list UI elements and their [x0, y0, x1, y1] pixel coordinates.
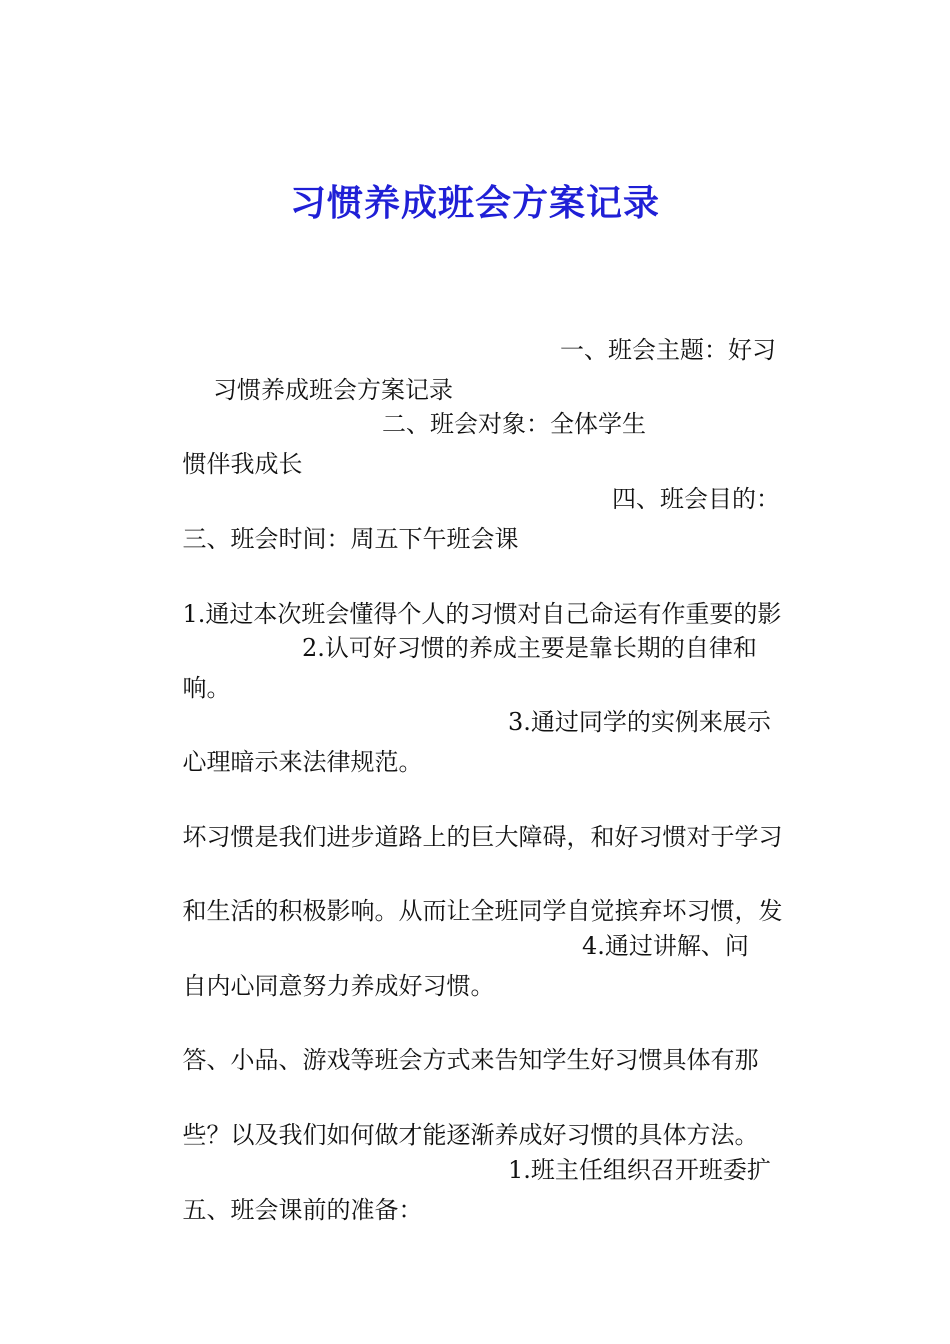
text-line-6-right: 3.通过同学的实例来展示: [508, 708, 771, 736]
text-line-7: [152, 777, 792, 851]
text-line-10-left: 答、小品、游戏等班会方式来告知学生好习惯具体有那: [182, 1046, 759, 1074]
text-line-12: [152, 1150, 792, 1224]
text-line-2-left: 惯伴我成长: [182, 450, 303, 478]
text-line-2: [152, 404, 792, 478]
text-line-6: [152, 702, 792, 776]
text-line-5: [152, 628, 792, 702]
text-line-8-left: 和生活的积极影响。从而让全班同学自觉摈弃坏习惯，发: [182, 897, 783, 925]
text-line-1: [152, 330, 792, 404]
text-line-4: [152, 554, 792, 628]
text-line-9-right: 4.通过讲解、问: [582, 932, 749, 960]
text-line-5-left: 响。: [182, 674, 231, 702]
text-line-8: [152, 851, 792, 925]
text-line-3: [152, 479, 792, 553]
text-line-5-right: 2.认可好习惯的养成主要是靠长期的自律和: [302, 634, 757, 662]
text-line-7-left: 坏习惯是我们进步道路上的巨大障碍，和好习惯对于学习: [182, 823, 783, 851]
text-line-1-right: 一、班会主题：好习: [560, 336, 776, 364]
document-title: 习惯养成班会方案记录: [289, 182, 660, 224]
text-line-9: [152, 926, 792, 1000]
text-line-11-left: 些？以及我们如何做才能逐渐养成好习惯的具体方法。: [182, 1121, 759, 1149]
text-line-11: [152, 1075, 792, 1149]
text-line-3-right: 四、班会目的：: [612, 485, 780, 513]
text-line-1-left: 习惯养成班会方案记录: [182, 376, 454, 404]
text-line-3-left: 三、班会时间：周五下午班会课: [182, 525, 519, 553]
text-line-9-left: 自内心同意努力养成好习惯。: [182, 972, 495, 1000]
text-line-2-right: 二、班会对象：全体学生: [382, 410, 646, 438]
text-line-12-right: 1.班主任组织召开班委扩: [508, 1156, 771, 1184]
text-line-6-left: 心理暗示来法律规范。: [182, 748, 423, 776]
text-line-12-left: 五、班会课前的准备：: [182, 1196, 423, 1224]
text-line-4-left: 1.通过本次班会懂得个人的习惯对自己命运有作重要的影: [182, 600, 782, 628]
text-line-10: [152, 1000, 792, 1074]
